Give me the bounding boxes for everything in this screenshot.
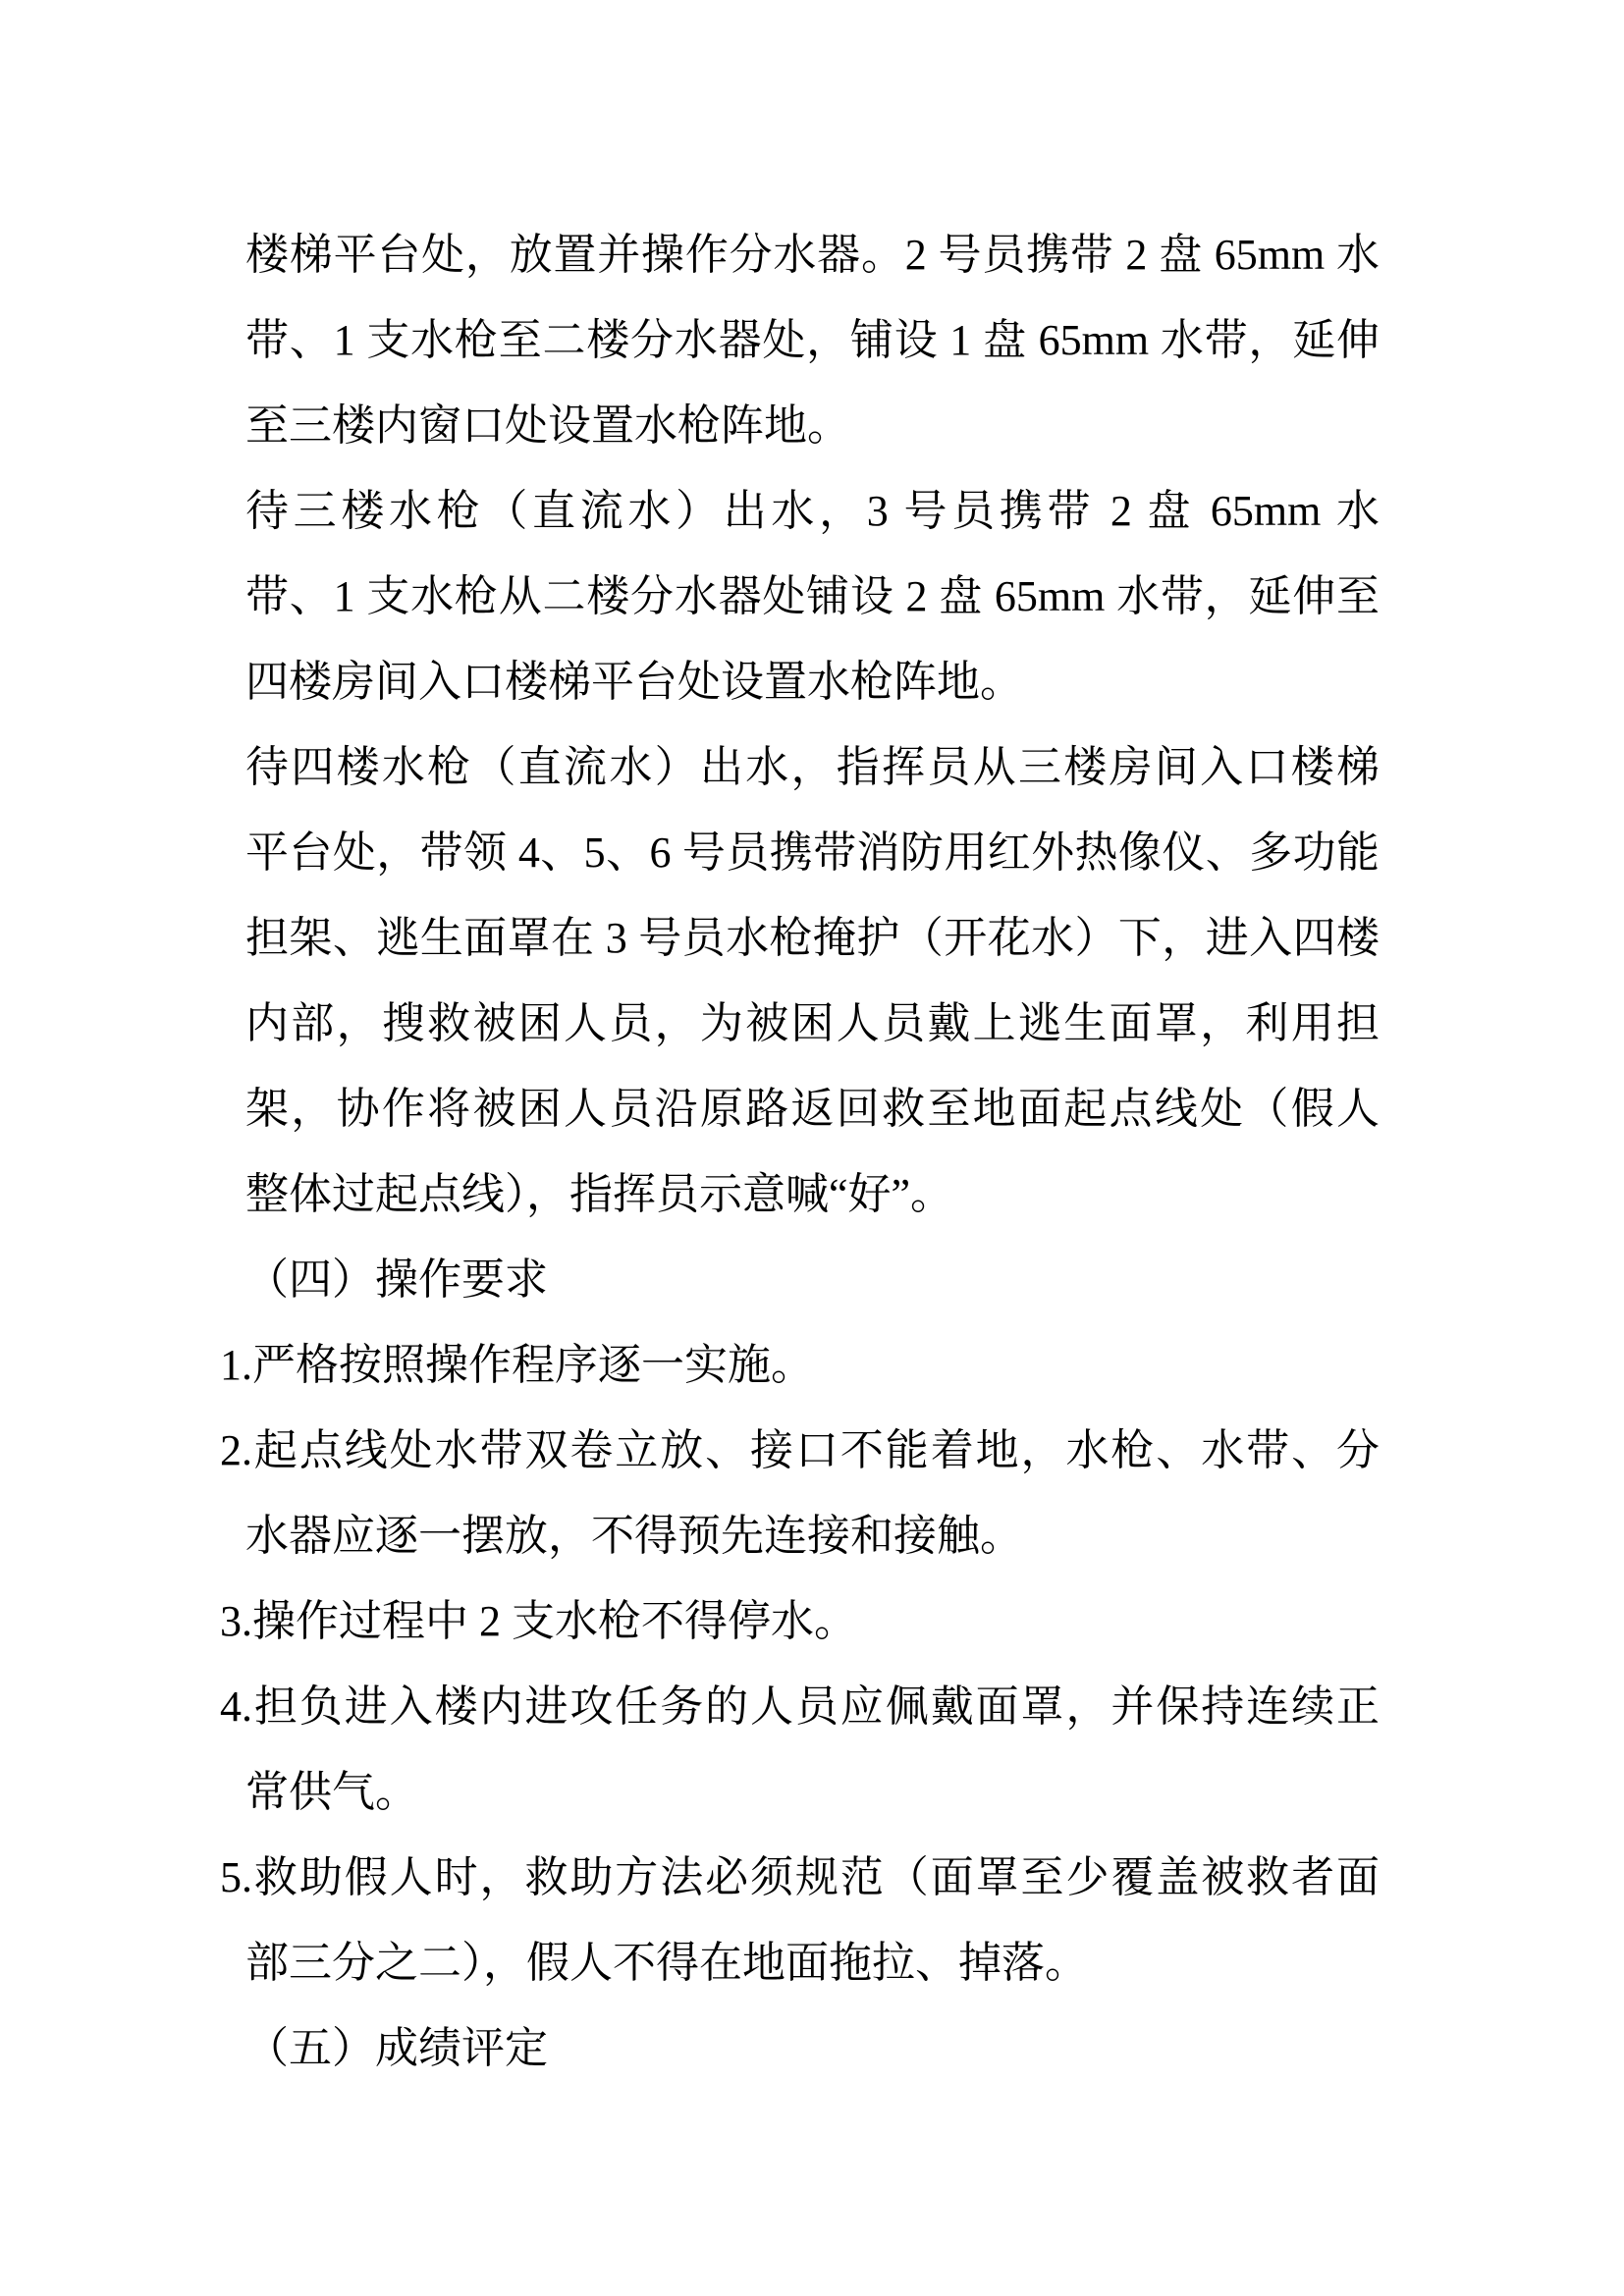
document-body — [0, 212, 1624, 2091]
text-line: 内部，搜救被困人员，为被困人员戴上逃生面罩，利用担 — [245, 999, 1380, 1047]
text-line: 2.起点线处水带双卷立放、接口不能着地，水枪、水带、分 — [220, 1426, 1380, 1474]
text-line: 4.担负进入楼内进攻任务的人员应佩戴面罩，并保持连续正 — [220, 1682, 1380, 1731]
text-line: 常供气。 — [245, 1768, 418, 1816]
text-line: 1.严格按照操作程序逐一实施。 — [220, 1341, 814, 1389]
text-line: 待四楼水枪（直流水）出水，指挥员从三楼房间入口楼梯 — [245, 743, 1380, 791]
text-line: 四楼房间入口楼梯平台处设置水枪阵地。 — [245, 658, 1023, 706]
text-line: 3.操作过程中 2 支水枪不得停水。 — [220, 1597, 857, 1645]
text-line: 水器应逐一摆放，不得预先连接和接触。 — [245, 1512, 1023, 1560]
text-line: 5.救助假人时，救助方法必须规范（面罩至少覆盖被救者面 — [220, 1853, 1380, 1901]
text-line: 架，协作将被困人员沿原路返回救至地面起点线处（假人 — [245, 1085, 1380, 1133]
text-line: 带、1 支水枪至二楼分水器处，铺设 1 盘 65mm 水带，延伸 — [245, 316, 1380, 364]
text-line: 平台处，带领 4、5、6 号员携带消防用红外热像仪、多功能 — [245, 828, 1380, 877]
text-line: 担架、逃生面罩在 3 号员水枪掩护（开花水）下，进入四楼 — [245, 914, 1380, 962]
text-line: 待三楼水枪（直流水）出水，3 号员携带 2 盘 65mm 水 — [245, 487, 1380, 535]
text-line: 带、1 支水枪从二楼分水器处铺设 2 盘 65mm 水带，延伸至 — [245, 572, 1380, 620]
text-line: 楼梯平台处，放置并操作分水器。2 号员携带 2 盘 65mm 水 — [245, 231, 1380, 279]
text-line: 部三分之二），假人不得在地面拖拉、掉落。 — [245, 1939, 1088, 1987]
text-line: （四）操作要求 — [245, 1255, 548, 1304]
text-line: 整体过起点线），指挥员示意喊“好”。 — [245, 1170, 954, 1218]
text-line: 至三楼内窗口处设置水枪阵地。 — [245, 401, 850, 450]
text-line: （五）成绩评定 — [245, 2024, 548, 2072]
